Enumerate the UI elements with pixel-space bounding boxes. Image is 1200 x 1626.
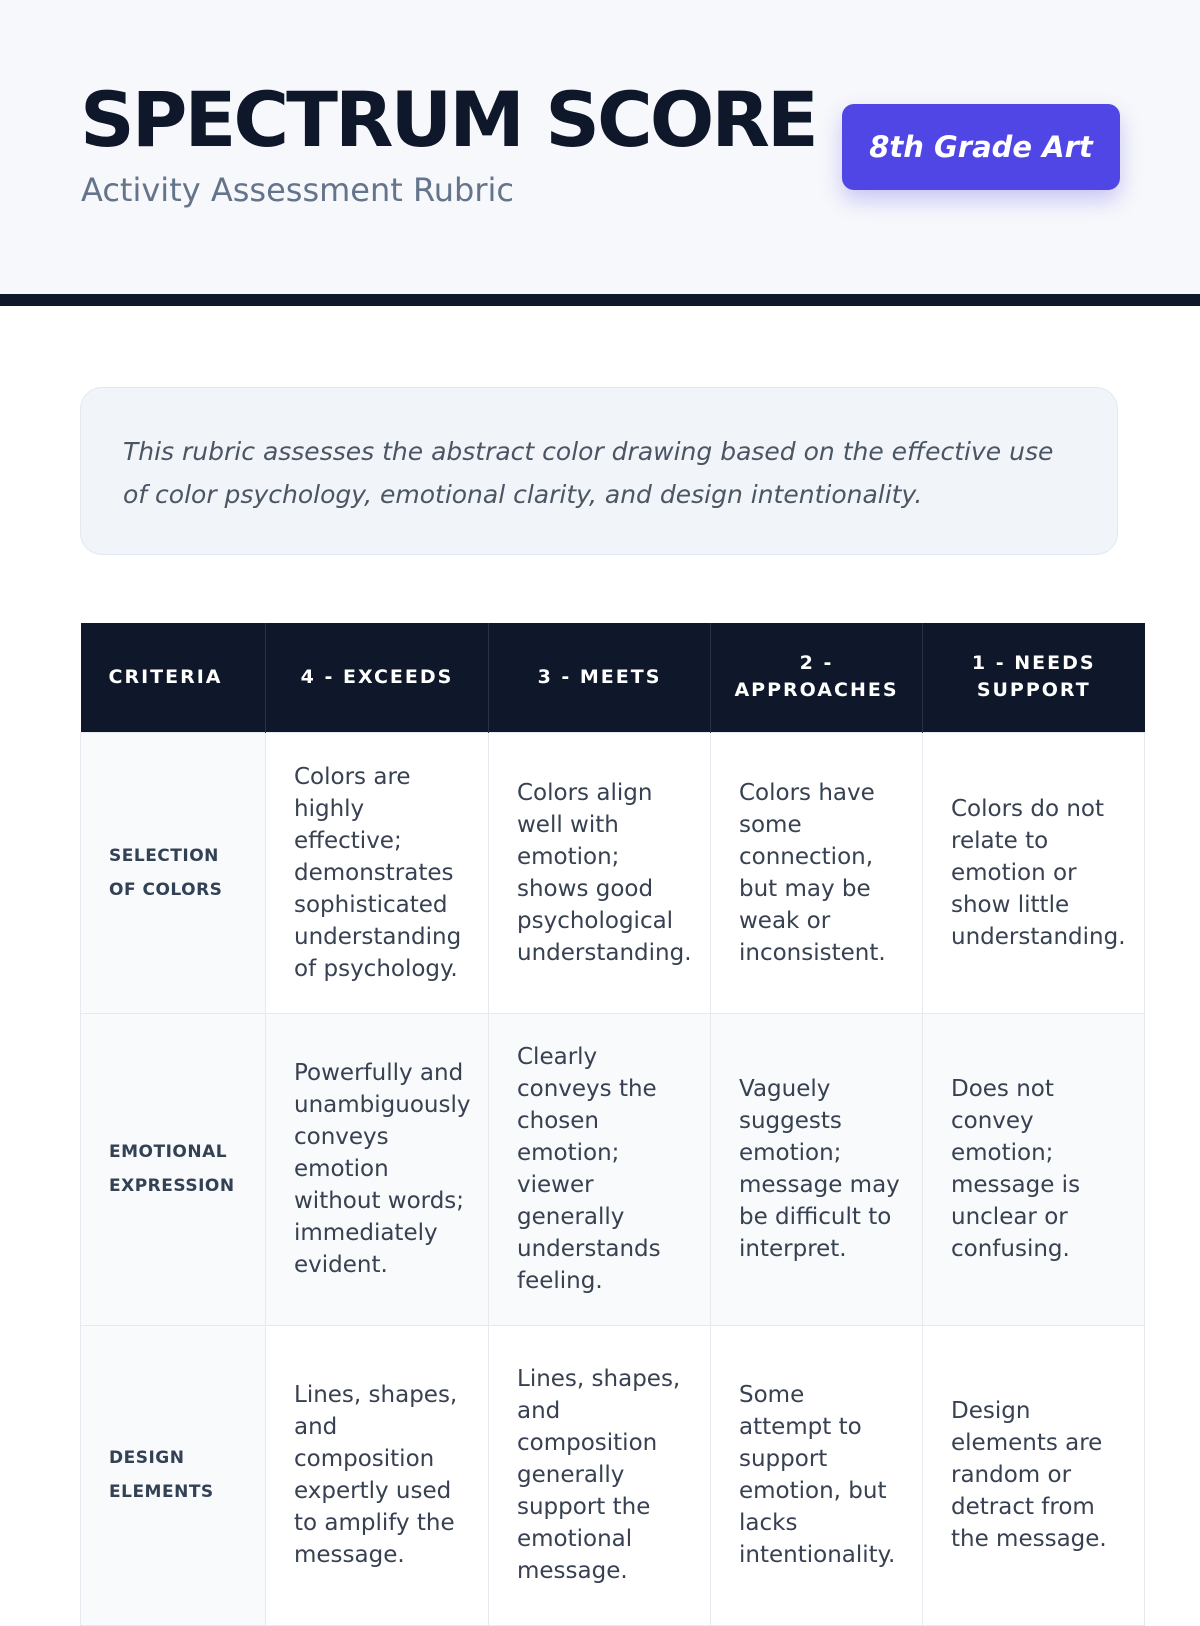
page-subtitle: Activity Assessment Rubric	[81, 171, 514, 209]
table-row	[81, 1325, 1145, 1625]
column-header-approaches: 2 - APPROACHES	[711, 623, 923, 732]
rubric-cell: Colors do not relate to emotion or show little understanding.	[923, 732, 1145, 1013]
criterion-label: EMOTIONAL EXPRESSION	[81, 1013, 266, 1325]
column-header-exceeds: 4 - EXCEEDS	[266, 623, 489, 732]
criterion-label: SELECTION OF COLORS	[81, 732, 266, 1013]
grade-badge: 8th Grade Art	[842, 104, 1120, 190]
rubric-cell: Powerfully and unambiguously conveys emotion without words; immediately evident.	[266, 1013, 489, 1325]
rubric-cell: Colors have some connection, but may be weak or inconsistent.	[711, 732, 923, 1013]
table-row	[81, 1013, 1145, 1325]
rubric-cell: Vaguely suggests emotion; message may be difficult to interpret.	[711, 1013, 923, 1325]
criterion-label: DESIGN ELEMENTS	[81, 1325, 266, 1625]
table-row	[81, 732, 1145, 1013]
rubric-cell: Lines, shapes, and composition generally support the emotional message.	[489, 1325, 711, 1625]
rubric-cell: Clearly conveys the chosen emotion; viewer generally understands feeling.	[489, 1013, 711, 1325]
column-header-needs-support: 1 - NEEDS SUPPORT	[923, 623, 1145, 732]
rubric-table	[80, 623, 1145, 1626]
header-divider	[0, 294, 1200, 306]
rubric-header-row	[81, 623, 1145, 732]
rubric-cell: Does not convey emotion; message is unclear or confusing.	[923, 1013, 1145, 1325]
rubric-cell: Lines, shapes, and composition expertly used to amplify the message.	[266, 1325, 489, 1625]
intro-callout: This rubric assesses the abstract color drawing based on the effective use of color psychology, emotional clarity, and design intentionality.	[80, 387, 1118, 555]
rubric-cell: Some attempt to support emotion, but lacks intentionality.	[711, 1325, 923, 1625]
rubric-cell: Design elements are random or detract from the message.	[923, 1325, 1145, 1625]
column-header-meets: 3 - MEETS	[489, 623, 711, 732]
rubric-cell: Colors align well with emotion; shows good psychological understanding.	[489, 732, 711, 1013]
rubric-cell: Colors are highly effective; demonstrates sophisticated understanding of psychology.	[266, 732, 489, 1013]
column-header-criteria: CRITERIA	[81, 623, 266, 732]
page-title: SPECTRUM SCORE	[80, 75, 816, 164]
